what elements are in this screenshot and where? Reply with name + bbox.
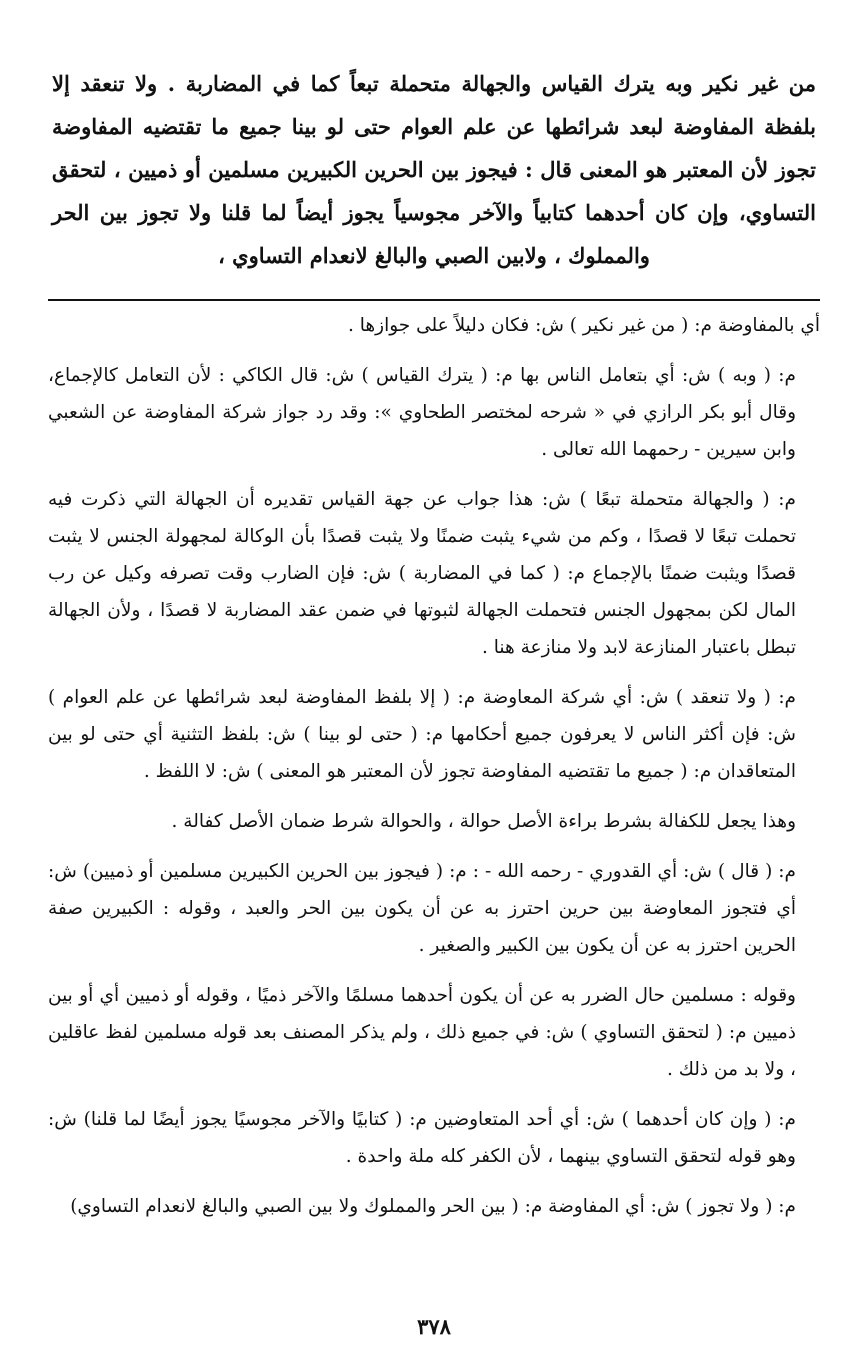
commentary-paragraph: وقوله : مسلمين حال الضرر به عن أن يكون أحدهما مسلمًا والآخر ذميًا ، وقوله أو ذميين أي أو بين ذميين م: ( لتحقق التساوي ) ش: في جميع ذلك ، ولم يذكر المصنف بعد قوله مسلمين لفظ عاقلين ، ولا بد من ذلك . xyxy=(48,985,796,1080)
commentary-paragraph: م: ( وبه ) ش: أي بتعامل الناس بها م: ( يترك القياس ) ش: قال الكاكي : لأن التعامل كالإجماع، وقال أبو بكر الرازي في « شرحه لمختصر الطحاوي »: وقد رد جواز شركة المفاوضة عن الشعبي وابن سيرين - رحمهما الله تعالى . xyxy=(48,365,796,460)
commentary-paragraph: م: ( والجهالة متحملة تبعًا ) ش: هذا جواب عن جهة القياس تقديره أن الجهالة التي ذكرت فيه تحملت تبعًا لا قصدًا ، وكم من شيء يثبت ضمنًا ولا يثبت قصدًا بأن الوكالة لمجهولة الجنس لا يثبت قصدًا ويثبت ضمنًا بالإجماع م: ( كما في المضاربة ) ش: فإن الضارب وقت تصرفه وكيل عن رب المال لكن بمجهول الجنس فتحملت الجهالة لثبوتها في ضمن عقد المضاربة لا قصدًا ، ولأن الجهالة تبطل باعتبار المنازعة لابد ولا منازعة هنا . xyxy=(48,489,796,658)
commentary-paragraph: م: ( ولا تجوز ) ش: أي المفاوضة م: ( بين الحر والمملوك ولا بين الصبي والبالغ لانعدام التساوي) xyxy=(70,1196,796,1217)
commentary-paragraph: م: ( ولا تنعقد ) ش: أي شركة المعاوضة م: ( إلا بلفظ المفاوضة لبعد شرائطها عن علم العوام ) ش: فإن أكثر الناس لا يعرفون جميع أحكامها م: ( حتى لو بينا ) ش: بلفظ التثنية أي حتى لو بين المتعاقدان م: ( جميع ما تقتضيه المفاوضة تجوز لأن المعتبر هو المعنى ) ش: لا اللفظ . xyxy=(48,687,796,782)
commentary xyxy=(48,307,820,1225)
commentary-paragraph: وهذا يجعل للكفالة بشرط براءة الأصل حوالة ، والحوالة شرط ضمان الأصل كفالة . xyxy=(171,811,796,832)
divider-rule xyxy=(48,299,820,301)
matn-text: من غير نكير وبه يترك القياس والجهالة متحملة تبعاً كما في المضاربة . ولا تنعقد إلا بلفظة المفاوضة لبعد شرائطها عن علم العوام حتى لو بينا جميع ما تقتضيه المفاوضة تجوز لأن المعتبر هو المعنى قال : فيجوز بين الحرين الكبيرين مسلمين أو ذميين ، لتحقق التساوي، وإن كان أحدهما كتابياً والآخر مجوسياً يجوز أيضاً لما قلنا ولا تجوز بين الحر والمملوك ، ولابين الصبي والبالغ لانعدام التساوي ، xyxy=(52,71,816,268)
commentary-paragraph: أي بالمفاوضة م: ( من غير نكير ) ش: فكان دليلاً على جوازها . xyxy=(348,315,820,336)
commentary-paragraph: م: ( قال ) ش: أي القدوري - رحمه الله - : م: ( فيجوز بين الحرين الكبيرين مسلمين أو ذميين) ش: أي فتجوز المعاوضة بين حرين احترز به عن أن يكون بين الحر والعبد ، وقوله : الكبيرين صفة الحرين احترز به عن أن يكون بين الكبير والصغير . xyxy=(48,861,796,956)
commentary-paragraph: م: ( وإن كان أحدهما ) ش: أي أحد المتعاوضين م: ( كتابيًا والآخر مجوسيًا يجوز أيضًا لما قلنا) ش: وهو قوله لتحقق التساوي بينهما ، لأن الكفر كله ملة واحدة . xyxy=(48,1109,796,1167)
page-number: ٣٧٨ xyxy=(417,1314,451,1339)
